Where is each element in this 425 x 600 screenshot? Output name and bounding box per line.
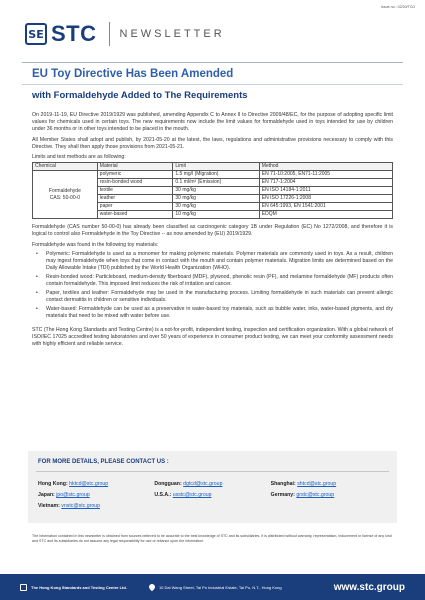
- list-item: [32, 306, 393, 320]
- method-cell: EN 717-1:2004: [259, 179, 392, 187]
- header-divider: [109, 22, 110, 46]
- table-row: [33, 171, 393, 179]
- method-cell: EN 71-10:2005, EN71-11:2005: [259, 171, 392, 179]
- bullet-icon: •: [36, 273, 38, 280]
- limits-table: [32, 162, 393, 219]
- contact-label: Dongguan:: [154, 481, 182, 487]
- contact-label: Vietnam:: [38, 503, 60, 509]
- paragraph-materials-intro: Formaldehyde was found in the following toy materials:: [32, 241, 159, 248]
- contact-label: U.S.A.:: [154, 492, 172, 498]
- contact-label: Shanghai:: [270, 481, 296, 487]
- contact-hong-kong: [38, 481, 154, 487]
- material-cell: leather: [97, 195, 173, 203]
- list-item-text: Water-based: Formaldehyde can be used as a preservative in water-based toy materials, such as bubble water, inks, water-based pigments, and dry materials that need to be mixed with water before use.: [46, 305, 393, 319]
- footer-address-text: 10 Dai Wang Street, Tai Po Industrial Estate, Tai Po, N.T., Hong Kong: [158, 584, 282, 590]
- email-link[interactable]: jpo@stc.group: [56, 492, 90, 498]
- chemical-cell: [33, 171, 98, 219]
- contact-grid: [38, 481, 387, 514]
- limit-cell: 30 mg/kg: [173, 195, 259, 203]
- contact-row: [38, 503, 387, 509]
- contact-label: Japan:: [38, 492, 55, 498]
- contact-label: Germany:: [270, 492, 295, 498]
- stc-logo: [25, 21, 97, 47]
- limit-cell: 0.1 ml/m³ (Emission): [173, 179, 259, 187]
- material-cell: resin-bonded wood: [97, 179, 173, 187]
- materials-list: [32, 251, 393, 320]
- list-item-text: Polymeric: Formaldehyde is used as a monomer for making polymeric materials. Polymer materials are commonly used in toys. As a result, children may ingest formaldehyde when toys that come in contact with the mouth and contain polymer materials. Migration limits are determined based on the Daily Allowable Intake (TDI) published by the World Health Organization (WHO).: [46, 250, 393, 271]
- table-header-material: Material: [97, 163, 173, 171]
- contact-row: [38, 492, 387, 498]
- material-cell: water-based: [97, 211, 173, 219]
- method-cell: EN ISO 14184-1:2011: [259, 187, 392, 195]
- email-link[interactable]: vnstc@stc.group: [61, 503, 100, 509]
- paragraph-intro: On 2019-11-19, EU Directive 2019/1929 was published, amending Appendix C to Annex II to Directive 2009/48/EC, for the purpose of adopting specific limit values for chemicals used in certain toys. The new requirements now include the limit values for formaldehyde used in toys intended for use by children under 36 months or in other toys intended to be placed in the mouth.: [32, 112, 393, 132]
- method-cell: EDQM: [259, 211, 392, 219]
- footer-company: [20, 584, 127, 591]
- email-link[interactable]: hktcd@stc.group: [69, 481, 109, 487]
- paragraph-about-stc: STC (The Hong Kong Standards and Testing Centre) is a not-for-profit, independent testing, inspection and certification organization. With a global network of ISO/IEC 17025 accredited testing laboratories and over 50 years of experience in consumer product testing, we can meet your conformity assessment needs with highly efficient and reliable service.: [32, 326, 393, 347]
- email-link[interactable]: dgtcd@stc.group: [183, 481, 223, 487]
- article-subtitle: with Formaldehyde Added to The Requirements: [32, 90, 248, 101]
- contact-japan: [38, 492, 154, 498]
- limit-cell: 30 mg/kg: [173, 187, 259, 195]
- website-link[interactable]: www.stc.group: [333, 581, 405, 593]
- list-item: [32, 290, 393, 304]
- material-cell: polymeric: [97, 171, 173, 179]
- contact-germany: [271, 492, 387, 498]
- table-header-method: Method: [259, 163, 392, 171]
- material-cell: paper: [97, 203, 173, 211]
- logo-text: STC: [51, 21, 97, 46]
- email-link[interactable]: grstc@stc.group: [296, 492, 335, 498]
- limit-cell: 1.5 mg/l (Migration): [173, 171, 259, 179]
- contact-shanghai: [271, 481, 387, 487]
- email-link[interactable]: shtcd@stc.group: [297, 481, 337, 487]
- list-item-text: Paper, textiles and leather: Formaldehyde may be used in the manufacturing process. Limiting formaldehyde in such materials can prevent allergic contact dermatitis in children or sensitive individuals.: [46, 289, 393, 303]
- bullet-icon: •: [36, 289, 38, 296]
- contact-dongguan: [154, 481, 270, 487]
- table-header-limit: Limit: [173, 163, 259, 171]
- list-item-text: Resin-bonded wood: Particleboard, medium-density fiberboard (MDF), plywood, phenolic resin (PF), and melamine formaldehyde (MF) products often contain formaldehyde. This imposed limit reduces the risk of irritation and cancer.: [46, 273, 393, 287]
- bullet-icon: •: [36, 305, 38, 312]
- paragraph-table-intro: Limits and test methods are as following:: [32, 154, 126, 160]
- newsletter-label: NEWSLETTER: [119, 28, 225, 40]
- limit-cell: 30 mg/kg: [173, 203, 259, 211]
- newsletter-header: [25, 14, 405, 54]
- contact-title: FOR MORE DETAILS, PLEASE CONTACT US :: [38, 459, 169, 465]
- email-link[interactable]: usstc@stc.group: [172, 492, 212, 498]
- location-pin-icon: [148, 583, 156, 591]
- table-header-chemical: Chemical: [33, 163, 98, 171]
- contact-usa: [154, 492, 270, 498]
- list-item: [32, 251, 393, 272]
- footer-address: [149, 584, 282, 590]
- limit-cell: 10 mg/kg: [173, 211, 259, 219]
- paragraph-deadline: All Member States shall adopt and publish, by 2021-05-20 at the latest, the laws, regulations and administrative provisions necessary to comply with this Directive. They shall then apply those provisions from 2021-05-21.: [32, 136, 393, 150]
- footer-company-name: The Hong Kong Standards and Testing Centre Ltd.: [31, 584, 127, 590]
- method-cell: EN ISO 17226-1:2008: [259, 195, 392, 203]
- contact-label: Hong Kong:: [38, 481, 68, 487]
- chemical-cas: CAS: 50-00-0: [49, 194, 81, 201]
- stc-logo-icon: [20, 584, 27, 591]
- disclaimer: The information contained in this newsletter is obtained from sources believed to be accurate to the best knowledge of STC and its subsidiaries. It is distributed without warranty, representation, inducement or license of any kind and STC and its subsidiaries do not assume any legal responsibility for use or reliance upon the information.: [32, 534, 392, 543]
- list-item: [32, 274, 393, 288]
- table-header-row: [33, 163, 393, 171]
- article-body: [32, 112, 393, 351]
- contact-box: [28, 451, 397, 523]
- article-title: EU Toy Directive Has Been Amended: [32, 68, 234, 80]
- material-cell: textile: [97, 187, 173, 195]
- paragraph-classification: Formaldehyde (CAS number 50-00-0) has already been classified as carcinogenic category 1B under Regulation (EC) No 1272/2008, and therefore it is logical to control also Formaldehyde in the Toy Directive -- as now amended by (EU) 2019/1929.: [32, 224, 393, 237]
- bullet-icon: •: [36, 250, 38, 257]
- contact-vietnam: [38, 503, 387, 509]
- contact-row: [38, 481, 387, 487]
- stc-logo-icon: SE: [25, 23, 47, 45]
- title-rule: [22, 84, 403, 85]
- contact-divider: [36, 471, 389, 472]
- chemical-name: Formaldehyde: [48, 187, 81, 194]
- issue-number: Issue no.: 02/20/TCD: [381, 5, 415, 9]
- footer-bar: [0, 574, 425, 600]
- header-rule: [22, 62, 403, 63]
- method-cell: EN 645:1993, EN 1541:2001: [259, 203, 392, 211]
